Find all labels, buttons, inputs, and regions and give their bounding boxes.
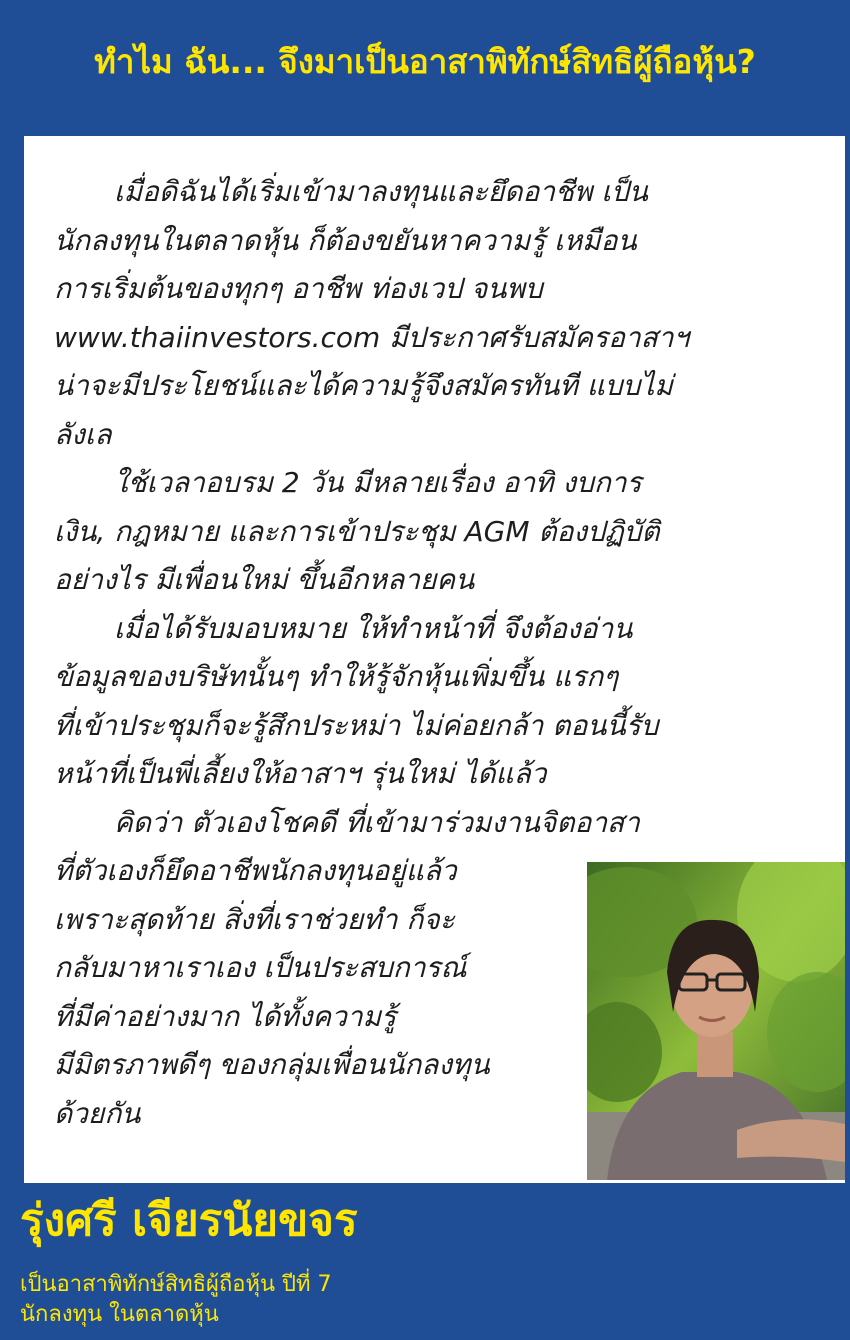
header-banner bbox=[0, 0, 850, 136]
article-line: เพราะสุดท้าย สิ่งที่เราช่วยทำ ก็จะ bbox=[54, 902, 455, 936]
article-line: ด้วยกัน bbox=[54, 1096, 141, 1130]
article-line: น่าจะมีประโยชน์และได้ความรู้จึงสมัครทันที แบบไม่ bbox=[54, 369, 673, 402]
article-line: มีมิตรภาพดีๆ ของกลุ่มเพื่อนนักลงทุน bbox=[54, 1048, 490, 1081]
portrait-photo bbox=[587, 862, 845, 1180]
article-line: เมื่อดิฉันได้เริ่มเข้ามาลงทุนและยึดอาชีพ เป็น bbox=[114, 175, 648, 208]
article-line: ลังเล bbox=[54, 417, 112, 451]
article-line: ที่ตัวเองก็ยึดอาชีพนักลงทุนอยู่แล้ว bbox=[54, 854, 457, 887]
article-line: เงิน, กฎหมาย และการเข้าประชุม AGM ต้องปฏิบัติ bbox=[54, 514, 660, 548]
person-name: รุ่งศรี เจียรนัยขจร bbox=[20, 1195, 358, 1246]
article-line: อย่างไร มีเพื่อนใหม่ ขึ้นอีกหลายคน bbox=[54, 563, 475, 596]
article-line: การเริ่มต้นของทุกๆ อาชีพ ท่องเวป จนพบ bbox=[54, 272, 543, 305]
article-line: www.thaiinvestors.com มีประกาศรับสมัครอาสาฯ bbox=[54, 320, 690, 354]
article-line: ข้อมูลของบริษัทนั้นๆ ทำให้รู้จักหุ้นเพิ่มขึ้น แรกๆ bbox=[54, 660, 619, 693]
person-role: เป็นอาสาพิทักษ์สิทธิผู้ถือหุ้น ปีที่ 7 bbox=[20, 1272, 332, 1297]
article-line: เมื่อได้รับมอบหมาย ให้ทำหน้าที่ จึงต้องอ่าน bbox=[114, 611, 633, 645]
article-line: คิดว่า ตัวเองโชคดี ที่เข้ามาร่วมงานจิตอาสา bbox=[114, 805, 640, 839]
article-line: ที่มีค่าอย่างมาก ได้ทั้งความรู้ bbox=[54, 999, 397, 1033]
article-panel bbox=[24, 136, 845, 1183]
article-line: หน้าที่เป็นพี่เลี้ยงให้อาสาฯ รุ่นใหม่ ได้แล้ว bbox=[54, 757, 547, 790]
article-line: นักลงทุนในตลาดหุ้น ก็ต้องขยันหาความรู้ เหมือน bbox=[54, 223, 637, 257]
person-occupation: นักลงทุน ในตลาดหุ้น bbox=[20, 1302, 219, 1327]
article-line: ที่เข้าประชุมก็จะรู้สึกประหม่า ไม่ค่อยกล้า ตอนนี้รับ bbox=[54, 708, 659, 742]
article-line: กลับมาหาเราเอง เป็นประสบการณ์ bbox=[54, 951, 467, 984]
page-title: ทำไม ฉัน... จึงมาเป็นอาสาพิทักษ์สิทธิผู้ถือหุ้น? bbox=[94, 42, 756, 81]
article-line: ใช้เวลาอบรม 2 วัน มีหลายเรื่อง อาทิ งบการ bbox=[114, 466, 642, 499]
